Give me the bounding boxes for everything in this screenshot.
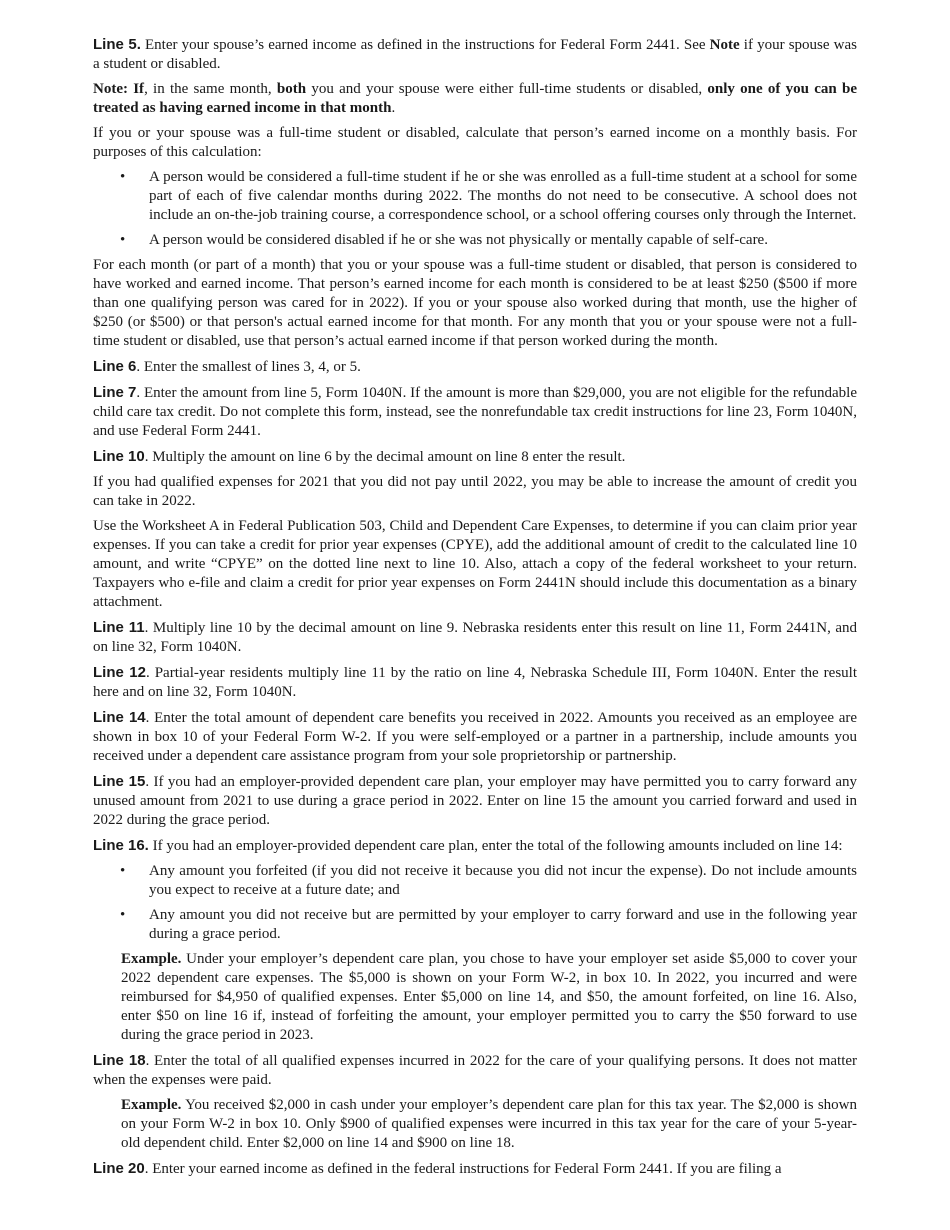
line16-bullet-list [93,862,857,944]
line18-paragraph: Line 18. Enter the total of all qualified expenses incurred in 2022 for the care of your qualifying persons. It does not matter when the expenses were paid. [93,1052,858,1088]
line7-label: Line 7 [93,384,137,401]
line10-label: Line 10 [93,448,145,465]
line6-paragraph: Line 6. Enter the smallest of lines 3, 4, or 5. [93,358,361,375]
worksheet-paragraph: Use the Worksheet A in Federal Publication 503, Child and Dependent Care Expenses, to determine if you can claim prior year expenses. If you can take a credit for prior year expenses (CPYE), add the additional amount of credit to the calculated line 10 amount, and write “CPYE” on the dotted line next to line 10. Also, attach a copy of the federal worksheet to your return. Taxpayers who e-file and claim a credit for prior year expenses on Form 2441N should include this documentation as a binary attachment. [93,518,857,610]
line5-paragraph: Line 5. Enter your spouse’s earned income as defined in the instructions for Federal Form 2441. See Note if your spouse was a student or disabled. [93,36,857,72]
line6-label: Line 6 [93,358,137,375]
line15-paragraph: Line 15. If you had an employer-provided dependent care plan, your employer may have permitted you to carry forward any unused amount from 2021 to use during a grace period in 2022. Enter on line 15 the amount you carried forward and used in 2022 during the grace period. [93,773,857,828]
line12-paragraph: Line 12. Partial-year residents multiply line 11 by the ratio on line 4, Nebraska Schedule III, Form 1040N. Enter the result here and on line 32, Form 1040N. [93,664,858,700]
line11-label: Line 11 [93,619,145,636]
list-item: • Any amount you forfeited (if you did not receive it because you did not incur the expense). Do not include amounts you expect to receive at a future date; and [120,863,857,898]
note-paragraph: Note: If, in the same month, both you and your spouse were either full-time students or disabled, only one of you can be treated as having earned income in that month. [93,81,857,116]
list-item: • Any amount you did not receive but are permitted by your employer to carry forward and use in the following year during a grace period. [120,907,857,942]
line5-label: Line 5. [93,36,141,53]
line15-label: Line 15 [93,773,146,790]
student-bullet-list [93,168,857,250]
line14-label: Line 14 [93,709,146,726]
line16-label: Line 16. [93,837,149,854]
bullet-icon: • [120,907,126,923]
bullet-icon: • [120,232,126,248]
example-label: Example. [121,951,182,967]
list-item: • A person would be considered a full-time student if he or she was enrolled as a full-time student at a school for some part of each of five calendar months during 2022. The months do not need to be consecutive. A school does not include an on-the-job training course, a correspondence school, or a school offering courses only through the Internet. [120,169,857,223]
note-label: Note: If [93,81,145,97]
line7-paragraph: Line 7. Enter the amount from line 5, Form 1040N. If the amount is more than $29,000, you are not eligible for the refundable child care tax credit. Do not complete this form, instead, see the nonrefundable tax credit instructions for line 23, Form 1040N, and use Federal Form 2441. [93,384,857,439]
line10-paragraph: Line 10. Multiply the amount on line 6 by the decimal amount on line 8 enter the result. [93,448,626,465]
bullet-icon: • [120,863,126,879]
student-intro: If you or your spouse was a full-time student or disabled, calculate that person’s earned income on a monthly basis. For purposes of this calculation: [93,125,857,160]
line18-example: Example. You received $2,000 in cash under your employer’s dependent care plan for this tax year. The $2,000 is shown on your Form W-2 in box 10. Only $900 of qualified expenses were incurred in this tax year for the care of your 5-year-old dependent child. Enter $2,000 on line 14 and $900 on line 18. [121,1097,857,1151]
line20-label: Line 20 [93,1160,145,1177]
line14-paragraph: Line 14. Enter the total amount of dependent care benefits you received in 2022. Amounts you received as an employee are shown in box 10 of your Federal Form W-2. If you were self-employed or a partner in a partnership, include amounts you received under a dependent care assistance program from your sole proprietorship or partnership. [93,709,857,764]
monthly-income-paragraph: For each month (or part of a month) that you or your spouse was a full-time student or disabled, that person is considered to have worked and earned income. That person’s earned income for each month is considered to be at least $250 ($500 if more than one qualifying person was cared for in 2022). If you or your spouse also worked during that month, use the higher of $250 (or $500) or that person's actual earned income for that month. For any month that you or your spouse were not a full-time student or disabled, use that person’s actual earned income if that person worked during the month. [93,257,857,349]
example-label: Example. [121,1097,182,1113]
instructions-page [93,35,857,1185]
line16-example: Example. Under your employer’s dependent care plan, you chose to have your employer set aside $5,000 to cover your 2022 dependent care expenses. The $5,000 is shown on your Form W-2, in box 10. In 2022, you incurred and were reimbursed for $4,950 of qualified expenses. Enter $5,000 on line 14, and $50, the amount forfeited, on line 16. Also, enter $50 on line 16 if, instead of forfeiting the amount, your employer permitted you to carry the $50 forward to use during the grace period in 2023. [121,951,857,1043]
line16-paragraph: Line 16. If you had an employer-provided dependent care plan, enter the total of the following amounts included on line 14: [93,837,843,854]
line18-label: Line 18 [93,1052,146,1069]
list-item: • A person would be considered disabled if he or she was not physically or mentally capable of self-care. [120,232,768,248]
line11-paragraph: Line 11. Multiply line 10 by the decimal amount on line 9. Nebraska residents enter this result on line 11, Form 2441N, and on line 32, Form 1040N. [93,619,858,655]
line20-paragraph: Line 20. Enter your earned income as defined in the federal instructions for Federal Form 2441. If you are filing a [93,1160,782,1177]
line12-label: Line 12 [93,664,146,681]
prior-year-paragraph: If you had qualified expenses for 2021 that you did not pay until 2022, you may be able to increase the amount of credit you can take in 2022. [93,474,857,509]
bullet-icon: • [120,169,126,185]
